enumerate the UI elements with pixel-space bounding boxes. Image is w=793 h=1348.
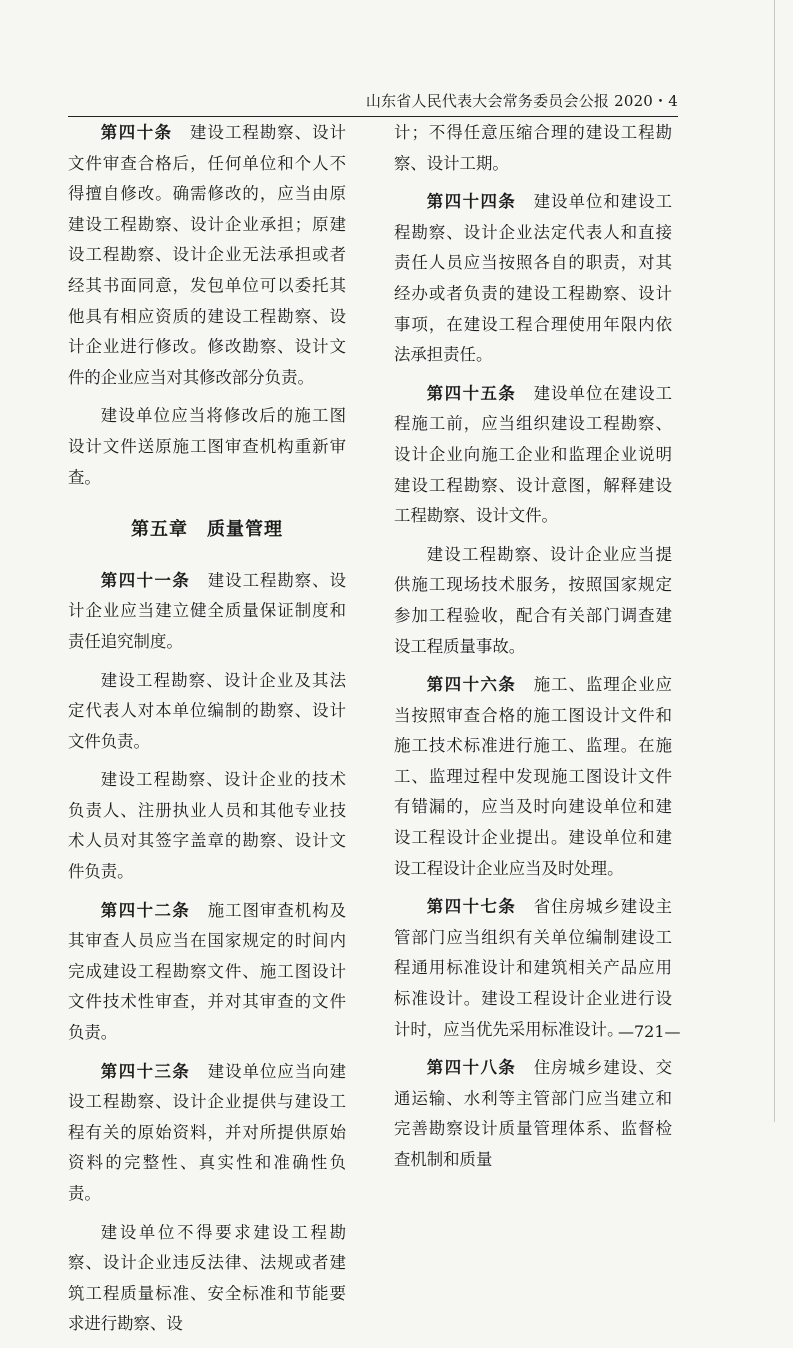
page-number: —721— bbox=[618, 1022, 681, 1041]
article-label: 第四十四条 bbox=[426, 192, 517, 212]
article-label: 第四十八条 bbox=[426, 1058, 517, 1078]
article-45 bbox=[394, 379, 672, 532]
paragraph: 建设单位不得要求建设工程勘察、设计企业违反法律、法规或者建筑工程质量标准、安全标准和节能要求进行勘察、设 bbox=[68, 1222, 346, 1334]
article-label: 第四十七条 bbox=[426, 897, 517, 917]
article-text: 建设单位在建设工程施工前，应当组织建设工程勘察、设计企业向施工企业和监理企业说明建设工程勘察、设计意图，解释建设工程勘察、设计文件。 bbox=[394, 383, 673, 526]
paragraph: 建设工程勘察、设计企业应当提供施工现场技术服务，按照国家规定参加工程验收，配合有关部门调查建设工程质量事故。 bbox=[394, 544, 672, 656]
article-text: 施工、监理企业应当按照审查合格的施工图设计文件和施工技术标准进行施工、监理。在施工、监理过程中发现施工图设计文件有错漏的，应当及时向建设单位和建设工程设计企业提出。建设单位和建设工程设计企业应当及时处理。 bbox=[394, 675, 673, 878]
article-44 bbox=[394, 187, 672, 371]
article-text: 建设单位和建设工程勘察、设计企业法定代表人和直接责任人员应当按照各自的职责，对其经办或者负责的建设工程勘察、设计事项，在建设工程合理使用年限内依法承担责任。 bbox=[394, 192, 673, 365]
header-title: 山东省人民代表大会常务委员会公报 2020・4 bbox=[365, 92, 678, 110]
article-label: 第四十六条 bbox=[426, 675, 517, 695]
left-column bbox=[68, 118, 346, 1348]
paragraph: 建设单位应当将修改后的施工图设计文件送原施工图审查机构重新审查。 bbox=[68, 406, 346, 487]
page-header bbox=[68, 80, 678, 117]
article-text: 建设工程勘察、设计企业应当建立健全质量保证制度和责任追究制度。 bbox=[68, 570, 347, 651]
chapter-heading: 第五章 质量管理 bbox=[131, 519, 283, 541]
article-41 bbox=[68, 566, 346, 658]
paragraph: 建设工程勘察、设计企业及其法定代表人对本单位编制的勘察、设计文件负责。 bbox=[68, 670, 346, 751]
article-text: 建设工程勘察、设计文件审查合格后，任何单位和个人不得擅自修改。确需修改的，应当由原建设工程勘察、设计企业承担；原建设工程勘察、设计企业无法承担或者经其书面同意，发包单位可以委托其他具有相应资质的建设工程勘察、设计企业进行修改。修改勘察、设计文件的企业应当对其修改部分负责。 bbox=[68, 123, 347, 387]
article-46 bbox=[394, 670, 672, 884]
article-label: 第四十一条 bbox=[100, 570, 191, 590]
article-text: 建设单位应当向建设工程勘察、设计企业提供与建设工程有关的原始资料，并对所提供原始资料的完整性、真实性和准确性负责。 bbox=[68, 1061, 347, 1203]
article-40 bbox=[68, 118, 346, 393]
article-text: 施工图审查机构及其审查人员应当在国家规定的时间内完成建设工程勘察文件、施工图设计文件技术性审查，并对其审查的文件负责。 bbox=[68, 900, 347, 1043]
article-label: 第四十条 bbox=[100, 123, 173, 142]
article-text: 住房城乡建设、交通运输、水利等主管部门应当建立和完善勘察设计质量管理体系、监督检查机制和质量 bbox=[394, 1058, 673, 1169]
article-label: 第四十二条 bbox=[100, 900, 191, 920]
paragraph-continuation: 计；不得任意压缩合理的建设工程勘察、设计工期。 bbox=[394, 123, 672, 173]
paragraph: 建设工程勘察、设计企业的技术负责人、注册执业人员和其他专业技术人员对其签字盖章的勘察、设计文件负责。 bbox=[68, 770, 346, 882]
article-48 bbox=[394, 1053, 672, 1175]
article-43 bbox=[68, 1057, 346, 1210]
page-edge-line bbox=[774, 0, 775, 1122]
article-label: 第四十三条 bbox=[100, 1061, 191, 1081]
article-text: 省住房城乡建设主管部门应当组织有关单位编制建设工程通用标准设计和建筑相关产品应用标准设计。建设工程设计企业进行设计时，应当优先采用标准设计。 bbox=[394, 897, 673, 1039]
article-label: 第四十五条 bbox=[426, 383, 517, 403]
article-42 bbox=[68, 896, 346, 1049]
